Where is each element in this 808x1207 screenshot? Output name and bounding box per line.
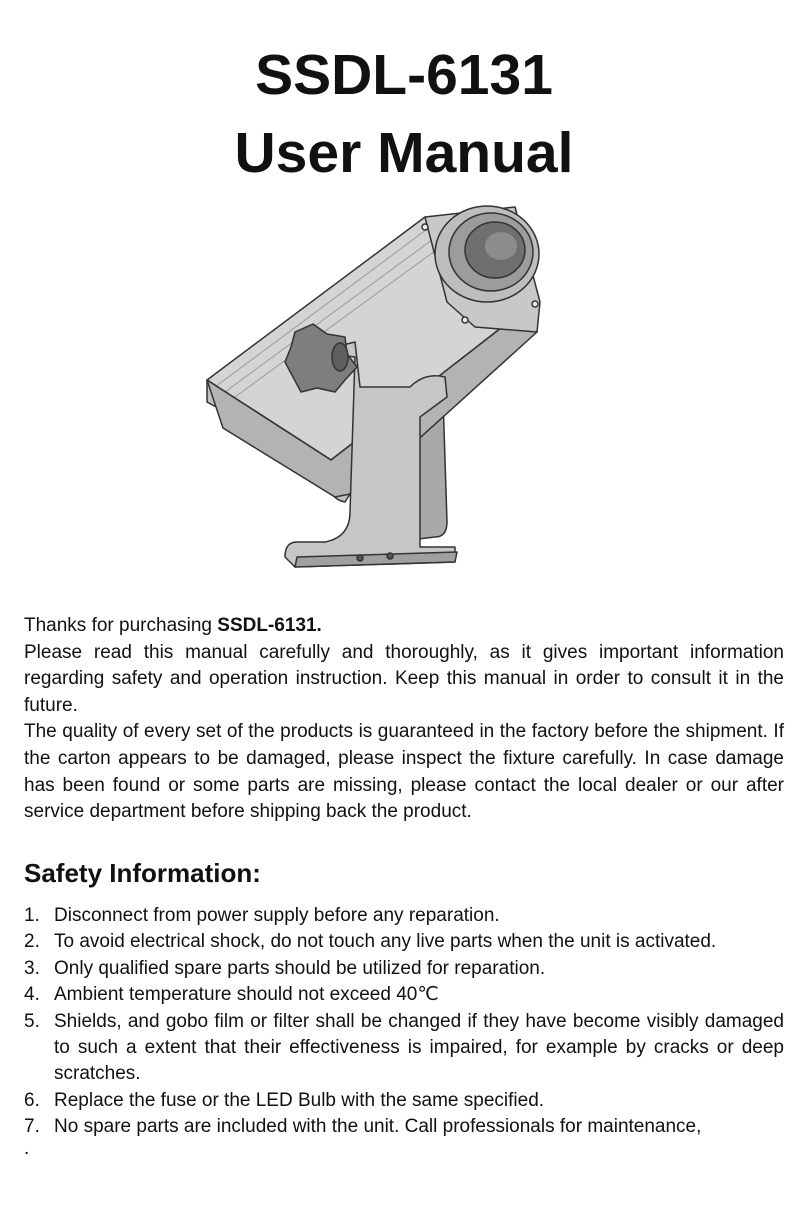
list-item: 1. Disconnect from power supply before any reparation. [24, 905, 500, 926]
intro-text [24, 613, 784, 826]
list-item: 5. Shields, and gobo film or filter shall be changed if they have become visibly damaged to such a extent that their effectiveness is impaired, for example by cracks or deep scratches. [24, 1010, 784, 1085]
safety-list [24, 903, 784, 1141]
intro-paragraph-2: The quality of every set of the products is guaranteed in the factory before the shipment. If the carton appears to be damaged, please inspect the fixture carefully. In case damage has been found or some parts are missing, please contact the local dealer or our after service department before shipping back the product. [24, 721, 784, 823]
list-item: 2. To avoid electrical shock, do not touch any live parts when the unit is activated. [24, 931, 717, 953]
list-item: 6. Replace the fuse or the LED Bulb with the same specified. [24, 1089, 545, 1111]
title-user-manual: User Manual [234, 121, 574, 185]
product-name: SSDL-6131. [217, 615, 322, 636]
spotlight-projector-illustration [185, 192, 735, 580]
title-model: SSDL-6131 [255, 43, 553, 107]
list-item: 7. No spare parts are included with the unit. Call professionals for maintenance, [24, 1116, 702, 1138]
intro-paragraph-1: Please read this manual carefully and thoroughly, as it gives important information regarding safety and operation instruction. Keep this manual in order to consult it in the future. [24, 641, 784, 716]
thanks-line: Thanks for purchasing SSDL-6131. [24, 615, 322, 636]
trailing-dot: . [24, 1138, 30, 1159]
safety-heading: Safety Information: [24, 858, 261, 888]
list-item: 3. Only qualified spare parts should be utilized for reparation. [24, 957, 546, 979]
list-item: 4. Ambient temperature should not exceed 40℃ [24, 984, 439, 1006]
